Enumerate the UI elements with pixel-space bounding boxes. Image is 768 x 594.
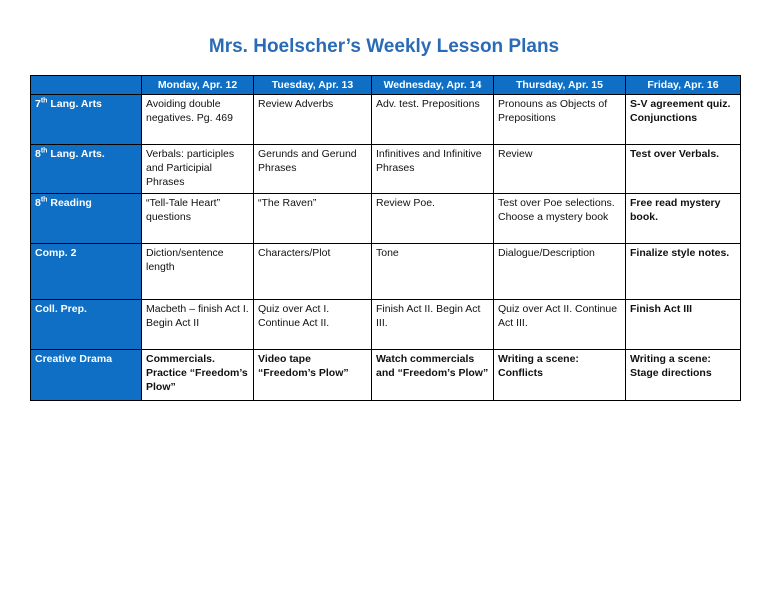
lesson-cell: Review Poe. <box>372 194 494 244</box>
lesson-cell: Commercials. Practice “Freedom’s Plow” <box>142 350 254 401</box>
lesson-cell: Review Adverbs <box>254 95 372 145</box>
table-row <box>31 300 741 350</box>
lesson-cell: Avoiding double negatives. Pg. 469 <box>142 95 254 145</box>
day-header-wednesday: Wednesday, Apr. 14 <box>372 76 494 95</box>
lesson-cell: Writing a scene: Conflicts <box>494 350 626 401</box>
table-row <box>31 194 741 244</box>
day-header-monday: Monday, Apr. 12 <box>142 76 254 95</box>
table-row <box>31 244 741 300</box>
lesson-cell: Quiz over Act II. Continue Act III. <box>494 300 626 350</box>
lesson-cell: Adv. test. Prepositions <box>372 95 494 145</box>
lesson-plan-table <box>30 75 741 401</box>
subject-cell: Comp. 2 <box>31 244 142 300</box>
lesson-cell: Finish Act III <box>626 300 741 350</box>
page-title: Mrs. Hoelscher’s Weekly Lesson Plans <box>208 36 560 57</box>
lesson-cell: Video tape “Freedom’s Plow” <box>254 350 372 401</box>
lesson-cell: Characters/Plot <box>254 244 372 300</box>
lesson-cell: “Tell-Tale Heart” questions <box>142 194 254 244</box>
lesson-cell: Verbals: participles and Participial Phrases <box>142 145 254 194</box>
lesson-cell: “The Raven” <box>254 194 372 244</box>
table-row <box>31 145 741 194</box>
lesson-cell: Free read mystery book. <box>626 194 741 244</box>
day-header-tuesday: Tuesday, Apr. 13 <box>254 76 372 95</box>
subject-cell: Creative Drama <box>31 350 142 401</box>
lesson-cell: Test over Verbals. <box>626 145 741 194</box>
lesson-cell: S-V agreement quiz. Conjunctions <box>626 95 741 145</box>
subject-cell: 8th Reading <box>31 194 142 244</box>
lesson-cell: Macbeth – finish Act I. Begin Act II <box>142 300 254 350</box>
lesson-cell: Writing a scene: Stage directions <box>626 350 741 401</box>
lesson-cell: Infinitives and Infinitive Phrases <box>372 145 494 194</box>
lesson-cell: Dialogue/Description <box>494 244 626 300</box>
header-corner-cell <box>31 76 142 95</box>
subject-cell: 8th Lang. Arts. <box>31 145 142 194</box>
lesson-cell: Quiz over Act I. Continue Act II. <box>254 300 372 350</box>
lesson-cell: Finish Act II. Begin Act III. <box>372 300 494 350</box>
lesson-cell: Pronouns as Objects of Prepositions <box>494 95 626 145</box>
lesson-cell: Test over Poe selections. Choose a mystery book <box>494 194 626 244</box>
lesson-cell: Diction/sentence length <box>142 244 254 300</box>
day-header-friday: Friday, Apr. 16 <box>626 76 741 95</box>
day-header-thursday: Thursday, Apr. 15 <box>494 76 626 95</box>
lesson-cell: Gerunds and Gerund Phrases <box>254 145 372 194</box>
lesson-cell: Watch commercials and “Freedom’s Plow” <box>372 350 494 401</box>
subject-cell: 7th Lang. Arts <box>31 95 142 145</box>
header-row <box>31 76 741 95</box>
lesson-cell: Review <box>494 145 626 194</box>
table-row <box>31 350 741 401</box>
lesson-cell: Tone <box>372 244 494 300</box>
subject-cell: Coll. Prep. <box>31 300 142 350</box>
lesson-cell: Finalize style notes. <box>626 244 741 300</box>
table-row <box>31 95 741 145</box>
